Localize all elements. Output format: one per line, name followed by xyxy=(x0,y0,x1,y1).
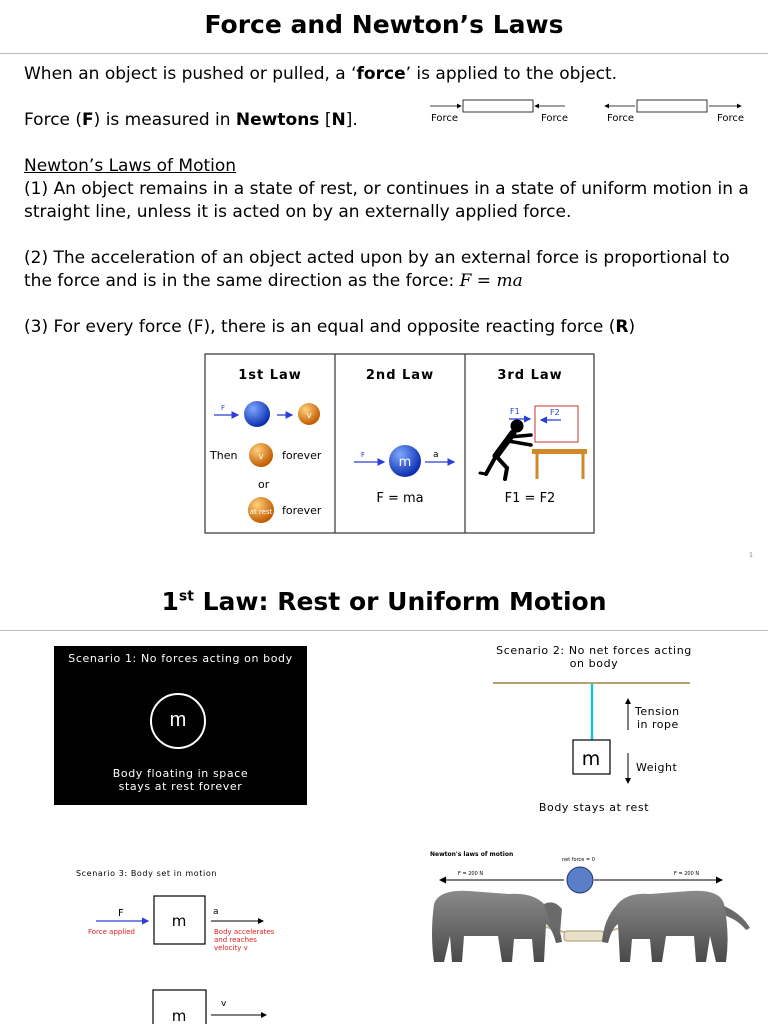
slide1-title: Force and Newton’s Laws xyxy=(204,10,564,39)
svg-text:F = 200 N: F = 200 N xyxy=(458,871,484,877)
svg-text:F: F xyxy=(118,908,124,919)
svg-text:Weight: Weight xyxy=(636,761,678,774)
svg-text:m: m xyxy=(398,455,412,470)
scenario1-panel xyxy=(54,646,307,805)
svg-text:forever: forever xyxy=(282,449,322,462)
svg-text:F1: F1 xyxy=(510,407,520,416)
svg-text:Tension: Tension xyxy=(635,705,680,718)
measure-line: Force (F) is measured in Newtons [N]. xyxy=(24,110,358,130)
scenario3-diagram xyxy=(80,894,300,1024)
svg-text:or: or xyxy=(258,478,270,491)
svg-text:a: a xyxy=(433,450,439,460)
svg-text:F = 200 N: F = 200 N xyxy=(674,871,700,877)
svg-text:in rope: in rope xyxy=(637,718,679,731)
svg-text:m: m xyxy=(171,912,187,930)
svg-text:Force applied: Force applied xyxy=(88,928,135,936)
slide1-divider xyxy=(0,53,768,54)
ball-blue-1 xyxy=(244,401,270,427)
svg-text:F: F xyxy=(221,404,226,412)
formula-2nd: F = ma xyxy=(376,491,424,506)
scenario2-mass: m xyxy=(581,748,601,770)
svg-text:Then: Then xyxy=(210,449,238,462)
force-diagrams xyxy=(425,96,755,128)
net-force-label: net force = 0 xyxy=(562,857,595,863)
elephants-diagram xyxy=(424,844,754,974)
slide2-title: 1st Law: Rest or Uniform Motion xyxy=(161,587,607,616)
table-header-3rd: 3rd Law xyxy=(497,368,563,383)
svg-text:velocity v: velocity v xyxy=(214,944,248,952)
slide2-divider xyxy=(0,630,768,631)
svg-text:a: a xyxy=(213,907,219,917)
scenario3-title: Scenario 3: Body set in motion xyxy=(76,869,218,878)
svg-text:at rest: at rest xyxy=(249,508,273,516)
laws-heading: Newton’s Laws of Motion xyxy=(24,156,237,176)
svg-text:F: F xyxy=(361,451,366,459)
svg-text:Body accelerates: Body accelerates xyxy=(214,928,275,936)
intro-line: When an object is pushed or pulled, a ‘force’ is applied to the object. xyxy=(24,64,618,84)
law1-text: (1) An object remains in a state of rest, or continues in a state of uniform motion in a straight line, unless it is acted on by an externally applied force. xyxy=(24,179,749,222)
svg-text:forever: forever xyxy=(282,504,322,517)
svg-text:m: m xyxy=(171,1007,187,1024)
elephant-right xyxy=(602,891,750,962)
scenario1-caption: Body floating in space stays at rest forever xyxy=(112,767,249,793)
force-label-4: Force xyxy=(717,113,745,124)
svg-text:F2: F2 xyxy=(550,408,560,417)
force-label-3: Force xyxy=(607,113,635,124)
scenario1-mass: m xyxy=(150,693,206,749)
law3-text: (3) For every force (F), there is an equal and opposite reacting force (R) xyxy=(24,317,636,337)
elephant-left xyxy=(432,891,562,962)
svg-text:v: v xyxy=(221,999,227,1009)
table-header-1st: 1st Law xyxy=(238,368,302,383)
scenario2-caption: Body stays at rest xyxy=(538,801,650,814)
elephants-heading: Newton's laws of motion xyxy=(430,851,514,858)
table-header-2nd: 2nd Law xyxy=(365,368,435,383)
scenario1-title: Scenario 1: No forces acting on body xyxy=(68,652,293,665)
law2-text: (2) The acceleration of an object acted upon by an external force is proportional to the force and is in the same direction as the force: F = ma xyxy=(24,248,730,291)
page-number: 1 xyxy=(749,552,753,559)
svg-text:v: v xyxy=(258,452,264,462)
formula-3rd: F1 = F2 xyxy=(504,491,556,506)
force-label-2: Force xyxy=(541,113,569,124)
force-label-1: Force xyxy=(431,113,459,124)
laws-table xyxy=(204,353,596,535)
scenario2-title: Scenario 2: No net forces acting on body xyxy=(496,644,692,670)
svg-text:v: v xyxy=(306,411,312,421)
svg-text:and reaches: and reaches xyxy=(214,936,257,944)
